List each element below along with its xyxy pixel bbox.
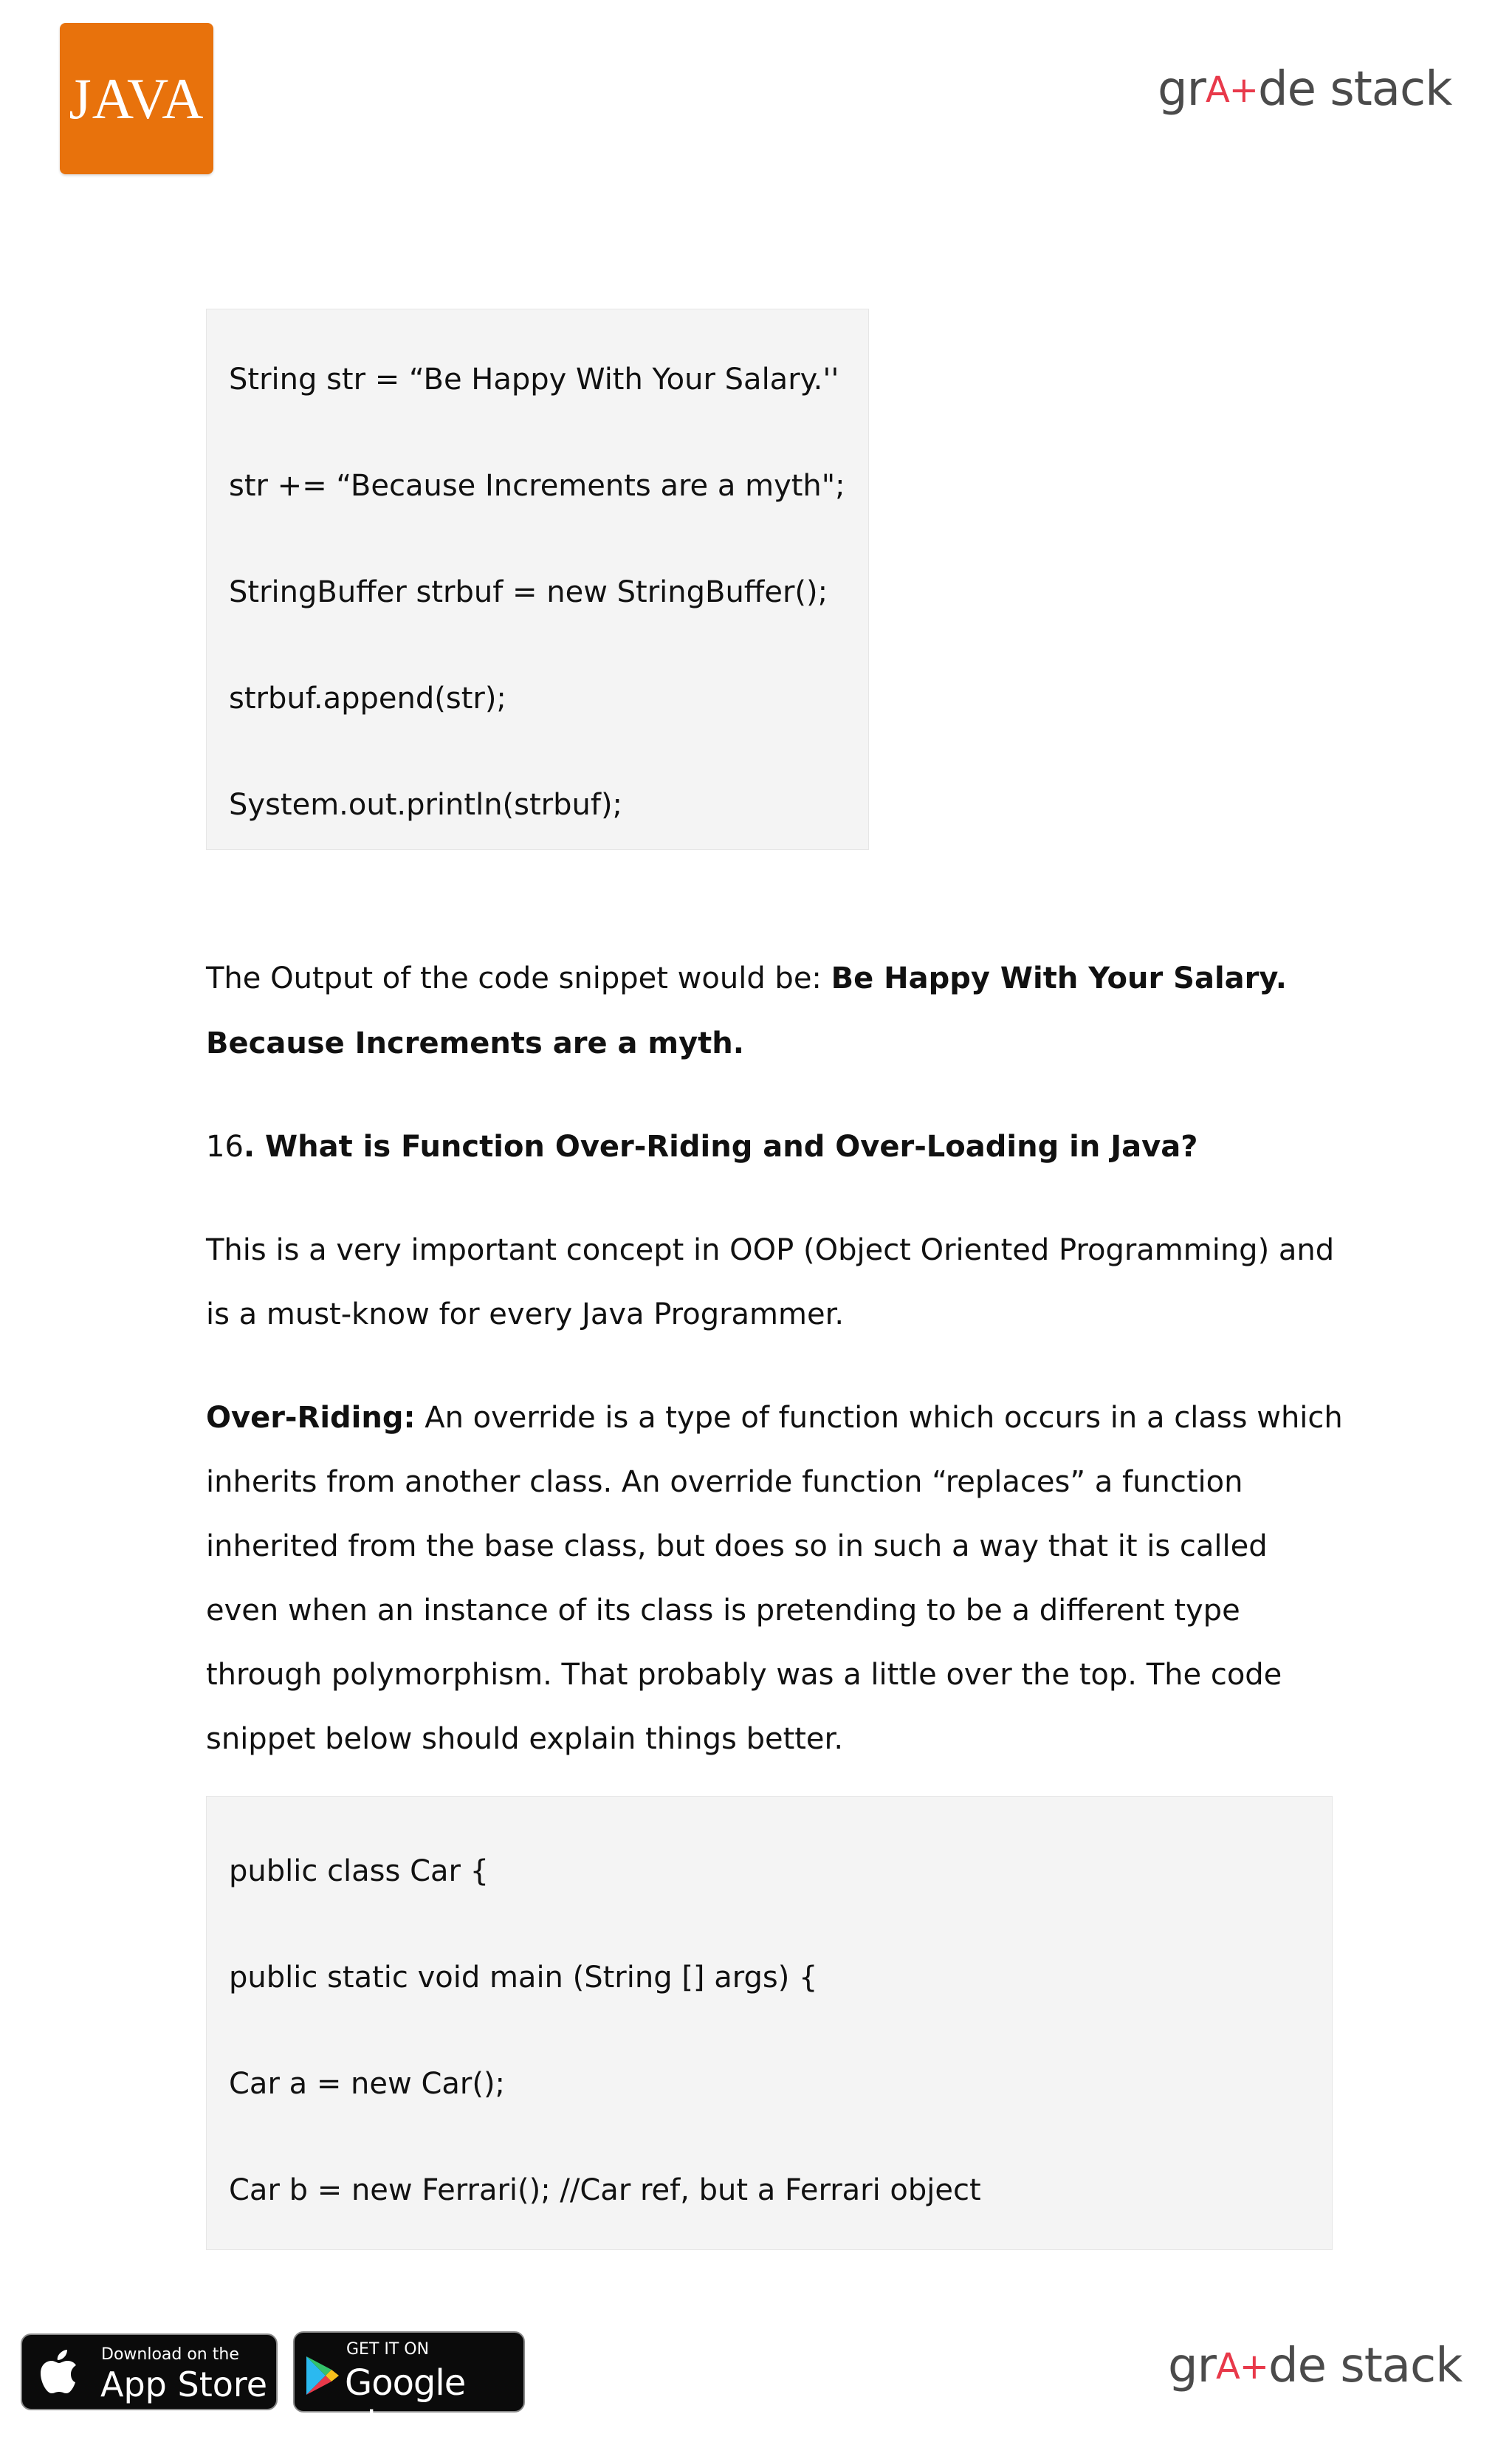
output-result-1: Be Happy With Your Salary.	[831, 961, 1287, 995]
intro-line-1: This is a very important concept in OOP (Object Oriented Programming) and	[206, 1233, 1335, 1267]
code-line: strbuf.append(str);	[229, 682, 506, 716]
code-line: Car a = new Car();	[229, 2067, 506, 2101]
code-line: public static void main (String [] args) {	[229, 1961, 818, 1995]
code-line: public class Car {	[229, 1854, 489, 1888]
question-number: 16	[206, 1130, 244, 1164]
question-text: . What is Function Over-Riding and Over-Loading in Java?	[243, 1130, 1198, 1164]
java-logo-text: JAVA	[69, 66, 205, 131]
overriding-line-3: inherited from the base class, but does so in such a way that it is called	[206, 1529, 1268, 1563]
google-play-small-text: GET IT ON	[346, 2340, 430, 2359]
app-store-badge[interactable]	[21, 2333, 278, 2410]
code-line: str += “Because Increments are a myth";	[229, 469, 845, 503]
brand-part-mid: A+	[1215, 2346, 1268, 2387]
intro-line-2: is a must-know for every Java Programmer.	[206, 1297, 845, 1331]
code-block-car	[206, 1796, 1333, 2250]
overriding-line-1	[206, 1401, 1343, 1435]
google-play-big-text: Google play	[345, 2362, 466, 2445]
brand-part-post: de stack	[1258, 62, 1452, 117]
code-line: Car b = new Ferrari(); //Car ref, but a Ferrari object	[229, 2173, 981, 2207]
google-play-icon	[303, 2355, 346, 2398]
brand-part-pre: gr	[1158, 62, 1206, 117]
code-line: System.out.println(strbuf);	[229, 788, 623, 822]
apple-icon	[38, 2350, 78, 2406]
output-prefix: The Output of the code snippet would be:	[206, 961, 831, 995]
brand-part-post: de stack	[1268, 2339, 1463, 2393]
brand-part-mid: A+	[1205, 69, 1258, 111]
google-play-badge[interactable]	[293, 2331, 525, 2445]
code-line: String str = “Be Happy With Your Salary.''	[229, 363, 839, 397]
gradestack-footer-logo	[1168, 2339, 1462, 2393]
app-store-small-text: Download on the	[101, 2345, 239, 2364]
overriding-line-5: through polymorphism. That probably was a little over the top. The code	[206, 1658, 1282, 1692]
app-store-big-text: App Store	[100, 2365, 268, 2404]
code-line: StringBuffer strbuf = new StringBuffer();	[229, 575, 828, 609]
overriding-line-6: snippet below should explain things better.	[206, 1722, 844, 1756]
overriding-line-4: even when an instance of its class is pretending to be a different type	[206, 1594, 1240, 1628]
overriding-text: An override is a type of function which occurs in a class which	[415, 1401, 1343, 1435]
output-result-2: Because Increments are a myth.	[206, 1026, 744, 1060]
brand-part-pre: gr	[1168, 2339, 1216, 2393]
java-logo	[60, 23, 213, 174]
gradestack-logo	[1158, 62, 1451, 117]
question-heading	[206, 1130, 1197, 1164]
code-block-stringbuffer	[206, 309, 869, 850]
overriding-label: Over-Riding:	[206, 1401, 416, 1435]
output-line-1	[206, 961, 1287, 995]
overriding-line-2: inherits from another class. An override function “replaces” a function	[206, 1465, 1243, 1499]
output-line-2	[206, 1026, 744, 1060]
